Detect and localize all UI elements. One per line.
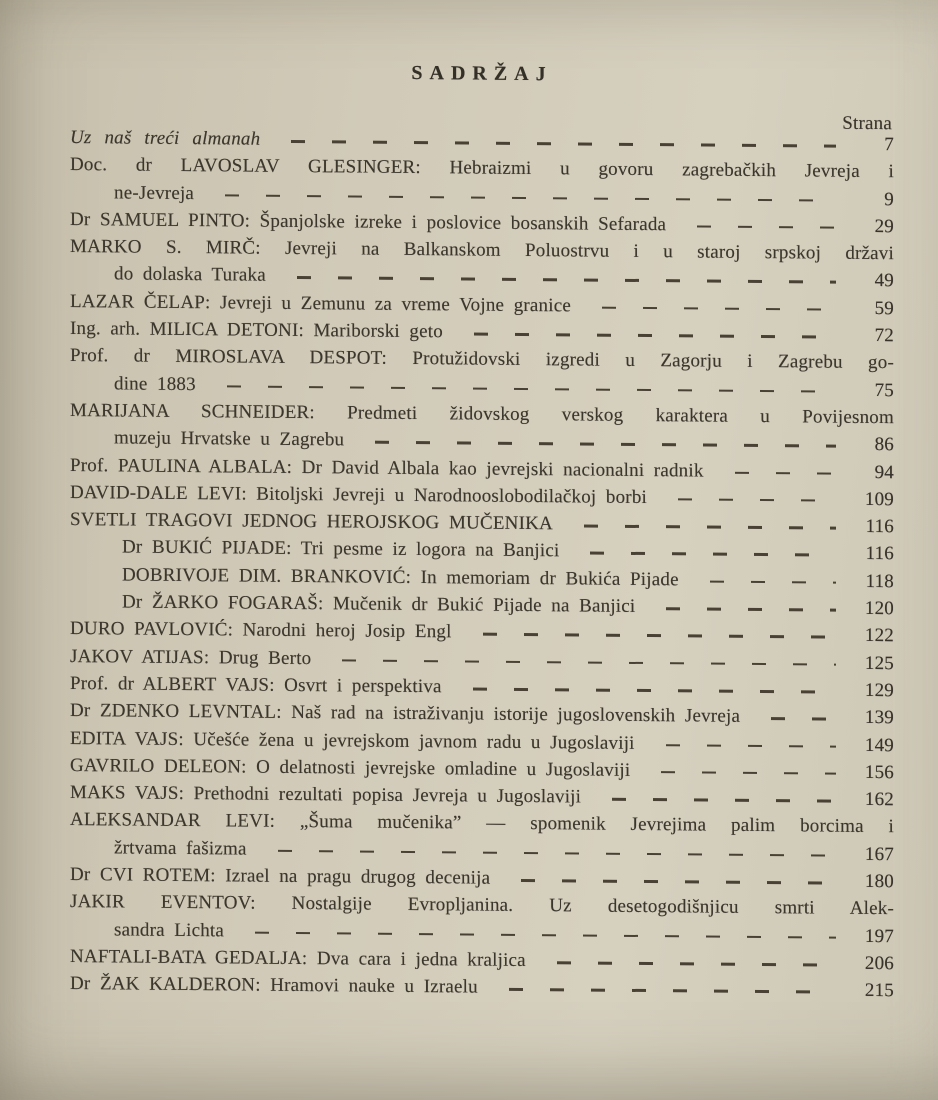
dash-leader <box>670 211 836 240</box>
page-number: 122 <box>864 625 894 647</box>
page-number: 86 <box>874 434 894 456</box>
page-number: 162 <box>864 789 894 811</box>
dash-leader <box>446 673 836 704</box>
page-number: 118 <box>865 570 894 592</box>
dash-leader <box>270 262 836 294</box>
page-number: 149 <box>864 734 894 756</box>
entry-text: Dr ŽAK KALDERON: Hramovi nauke u Izraelu <box>70 973 478 998</box>
entry-text: Ing. arh. MILICA DETONI: Mariborski geto <box>70 318 443 343</box>
page-number: 116 <box>865 516 894 538</box>
entry-text: JAKOV ATIJAS: Drug Berto <box>70 645 312 669</box>
toc-content <box>70 44 894 1005</box>
page-number: 206 <box>864 952 894 975</box>
entry-text: EDITA VAJS: Učešće žena u jevrejskom javnom radu u Jugoslaviji <box>70 727 635 754</box>
dash-leader <box>482 974 836 1004</box>
toc-entry <box>70 342 894 404</box>
entry-continuation: muzeju Hrvatske u Zagrebu <box>114 427 345 451</box>
entry-continuation: ne-Jevreja <box>114 181 195 204</box>
entry-text: LAZAR ČELAP: Jevreji u Zemunu za vreme Vojne granice <box>70 290 572 317</box>
entry-text: GAVRILO DELEON: O delatnosti jevrejske omladine u Jugoslaviji <box>70 754 631 781</box>
dash-leader <box>639 729 836 758</box>
page-number: 94 <box>874 461 894 483</box>
entry-text: Prof. dr MIROSLAVA DESPOT: Protužidovski izgredi u Zagorju i Zagrebu go- <box>70 345 894 374</box>
toc-entry <box>70 397 894 459</box>
dash-leader <box>683 566 836 595</box>
page-number: 215 <box>864 980 894 1002</box>
entry-text: DOBRIVOJE DIM. BRANKOVIĆ: In memoriam dr Bukića Pijade <box>122 564 679 591</box>
page-number: 156 <box>864 761 894 784</box>
page-number: 29 <box>874 215 894 238</box>
dash-leader <box>200 371 836 404</box>
page-number: 197 <box>864 925 894 947</box>
entry-text: Dr CVI ROTEM: Izrael na pragu drugog decenija <box>70 864 491 889</box>
entry-text: Dr ŽARKO FOGARAŠ: Mučenik dr Bukić Pijade na Banjici <box>122 591 636 617</box>
toc-list <box>70 124 894 1005</box>
entry-text: DAVID-DALE LEVI: Bitoljski Jevreji u Narodnooslobodilačkoj borbi <box>70 481 648 508</box>
entry-text: Dr ZDENKO LEVNTAL: Naš rad na istraživanju istorije jugoslovenskih Jevreja <box>70 700 741 728</box>
page-number: 116 <box>865 543 894 565</box>
dash-leader <box>651 484 836 513</box>
page-number: 109 <box>864 488 894 511</box>
toc-entry <box>70 970 894 1004</box>
dash-leader <box>198 180 836 213</box>
dash-leader <box>744 703 836 731</box>
dash-leader <box>456 619 836 650</box>
dash-leader <box>557 510 836 540</box>
dash-leader <box>585 784 836 813</box>
entry-text: ALEKSANDAR LEVI: „Šuma mučenika” — spomenik Jevrejima palim borcima i <box>70 809 894 838</box>
dash-leader <box>494 865 836 895</box>
page-number: 72 <box>874 325 894 347</box>
entry-text: Dr SAMUEL PINTO: Španjolske izreke i poslovice bosanskih Sefarada <box>70 208 667 236</box>
entry-row <box>70 970 894 1004</box>
page-number: 9 <box>884 188 894 210</box>
page-number: 125 <box>864 652 894 674</box>
dash-leader <box>251 835 836 867</box>
dash-leader <box>563 538 836 568</box>
entry-text: JAKIR EVENTOV: Nostalgije Evropljanina. Uz desetogodišnjicu smrti Alek- <box>70 891 894 920</box>
dash-leader <box>264 126 836 158</box>
dash-leader <box>530 947 836 977</box>
entry-text: MARKO S. MIRČ: Jevreji na Balkanskom Poluostrvu i u staroj srpskoj državi <box>70 236 894 265</box>
entry-text: Prof. dr ALBERT VAJS: Osvrt i perspektiva <box>70 672 442 698</box>
toc-entry <box>70 233 894 295</box>
dash-leader <box>228 917 836 950</box>
entry-text: NAFTALI-BATA GEDALJA: Dva cara i jedna kraljica <box>70 945 526 971</box>
entry-continuation: dine 1883 <box>114 373 196 395</box>
toc-entry <box>70 806 894 868</box>
dash-leader <box>639 593 836 622</box>
dash-leader <box>315 645 836 677</box>
entry-text: Uz naš treći almanah <box>70 127 261 150</box>
toc-entry <box>70 151 894 213</box>
entry-continuation: sandra Lichta <box>114 918 225 941</box>
entry-continuation: žrtvama fašizma <box>114 837 247 860</box>
page-column-header: Strana <box>842 112 892 135</box>
dash-leader <box>348 427 836 459</box>
entry-text: SVETLI TRAGOVI JEDNOG HEROJSKOG MUČENIKA <box>70 509 553 535</box>
page-number: 139 <box>864 707 894 729</box>
dash-leader <box>708 457 836 485</box>
entry-text: MARIJANA SCHNEIDER: Predmeti židovskog verskog karaktera u Povijesnom <box>70 399 894 429</box>
toc-entry <box>70 888 894 950</box>
page-title: SADRŽAJ <box>411 61 553 86</box>
page-number: 49 <box>874 270 894 292</box>
page-number: 167 <box>864 843 894 865</box>
entry-continuation: do dolaska Turaka <box>114 263 266 287</box>
page-number: 75 <box>874 379 894 401</box>
dash-leader <box>575 292 836 322</box>
page-number: 129 <box>864 679 894 702</box>
dash-leader <box>447 318 836 349</box>
entry-text: Dr BUKIĆ PIJADE: Tri pesme iz logora na Banjici <box>122 536 560 562</box>
page-number: 59 <box>874 297 894 319</box>
page-number: 180 <box>864 870 894 893</box>
dash-leader <box>634 757 836 786</box>
entry-text: Prof. PAULINA ALBALA: Dr David Albala kao jevrejski nacionalni radnik <box>70 454 704 482</box>
entry-text: MAKS VAJS: Prethodni rezultati popisa Jevreja u Jugoslaviji <box>70 782 582 808</box>
page-number: 7 <box>884 134 894 156</box>
entry-text: DURO PAVLOVIĆ: Narodni heroj Josip Engl <box>70 618 452 643</box>
entry-text: Doc. dr LAVOSLAV GLESINGER: Hebraizmi u govoru zagrebačkih Jevreja i <box>70 154 894 183</box>
page-number: 120 <box>864 597 894 620</box>
